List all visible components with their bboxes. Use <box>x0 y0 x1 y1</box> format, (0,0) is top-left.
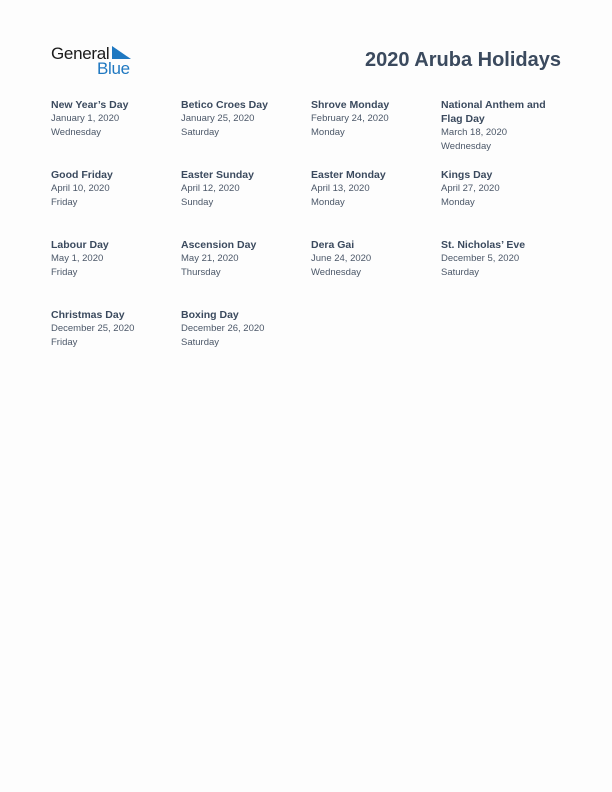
holiday-entry <box>311 168 441 238</box>
holiday-date: February 24, 2020 <box>311 113 389 124</box>
holiday-name: Labour Day <box>51 239 109 251</box>
holiday-entry <box>51 98 181 168</box>
holiday-name: Dera Gai <box>311 239 355 251</box>
holiday-entry <box>181 238 311 308</box>
logo-text-blue: Blue <box>97 59 130 78</box>
logo-text-general: General <box>51 44 110 63</box>
holiday-name: Easter Monday <box>311 169 386 181</box>
holiday-entry <box>51 238 181 308</box>
holiday-name: Boxing Day <box>181 309 239 321</box>
holiday-entry <box>441 168 571 238</box>
holiday-list <box>51 98 571 378</box>
holiday-weekday: Friday <box>51 196 78 208</box>
holiday-entry <box>441 238 571 308</box>
holiday-weekday: Friday <box>51 336 78 348</box>
holiday-weekday: Saturday <box>181 126 220 138</box>
holiday-name: Shrove Monday <box>311 99 390 111</box>
holiday-weekday: Sunday <box>181 196 214 208</box>
holiday-entry <box>181 308 311 378</box>
holiday-date: December 5, 2020 <box>441 253 520 264</box>
holiday-name: Christmas Day <box>51 309 125 321</box>
logo <box>51 44 133 78</box>
holiday-weekday: Monday <box>311 196 345 208</box>
holiday-date: April 13, 2020 <box>311 183 370 194</box>
holiday-date: January 1, 2020 <box>51 113 120 124</box>
holiday-entry <box>311 98 441 168</box>
holiday-date: April 10, 2020 <box>51 183 110 194</box>
page-title: 2020 Aruba Holidays <box>364 49 561 71</box>
holiday-date: April 27, 2020 <box>441 183 500 194</box>
holiday-name: New Year’s Day <box>51 99 129 111</box>
holiday-name: Ascension Day <box>181 239 257 251</box>
holiday-weekday: Wednesday <box>51 126 101 138</box>
holiday-weekday: Wednesday <box>311 266 361 278</box>
holiday-date: April 12, 2020 <box>181 183 240 194</box>
holiday-date: December 26, 2020 <box>181 323 265 334</box>
holiday-entry <box>441 98 571 168</box>
holiday-weekday: Monday <box>441 196 475 208</box>
holiday-entry <box>51 168 181 238</box>
holiday-entry <box>181 168 311 238</box>
holiday-weekday: Saturday <box>181 336 220 348</box>
holiday-date: May 21, 2020 <box>181 253 239 264</box>
holiday-name: Easter Sunday <box>181 169 254 181</box>
holiday-entry <box>51 308 181 378</box>
holiday-name: Betico Croes Day <box>181 99 268 111</box>
holiday-date: May 1, 2020 <box>51 253 104 264</box>
holiday-date: March 18, 2020 <box>441 127 508 138</box>
holiday-weekday: Friday <box>51 266 78 278</box>
holiday-name: St. Nicholas’ Eve <box>441 239 526 251</box>
holiday-name: Good Friday <box>51 169 113 181</box>
holiday-name: National Anthem and Flag Day <box>441 99 546 125</box>
holiday-weekday: Thursday <box>181 266 221 278</box>
holiday-name: Kings Day <box>441 169 493 181</box>
holiday-weekday: Saturday <box>441 266 480 278</box>
holiday-date: January 25, 2020 <box>181 113 255 124</box>
holiday-entry <box>311 238 441 308</box>
holiday-date: June 24, 2020 <box>311 253 372 264</box>
holiday-weekday: Monday <box>311 126 345 138</box>
holiday-weekday: Wednesday <box>441 140 491 152</box>
holiday-entry <box>181 98 311 168</box>
holiday-date: December 25, 2020 <box>51 323 135 334</box>
